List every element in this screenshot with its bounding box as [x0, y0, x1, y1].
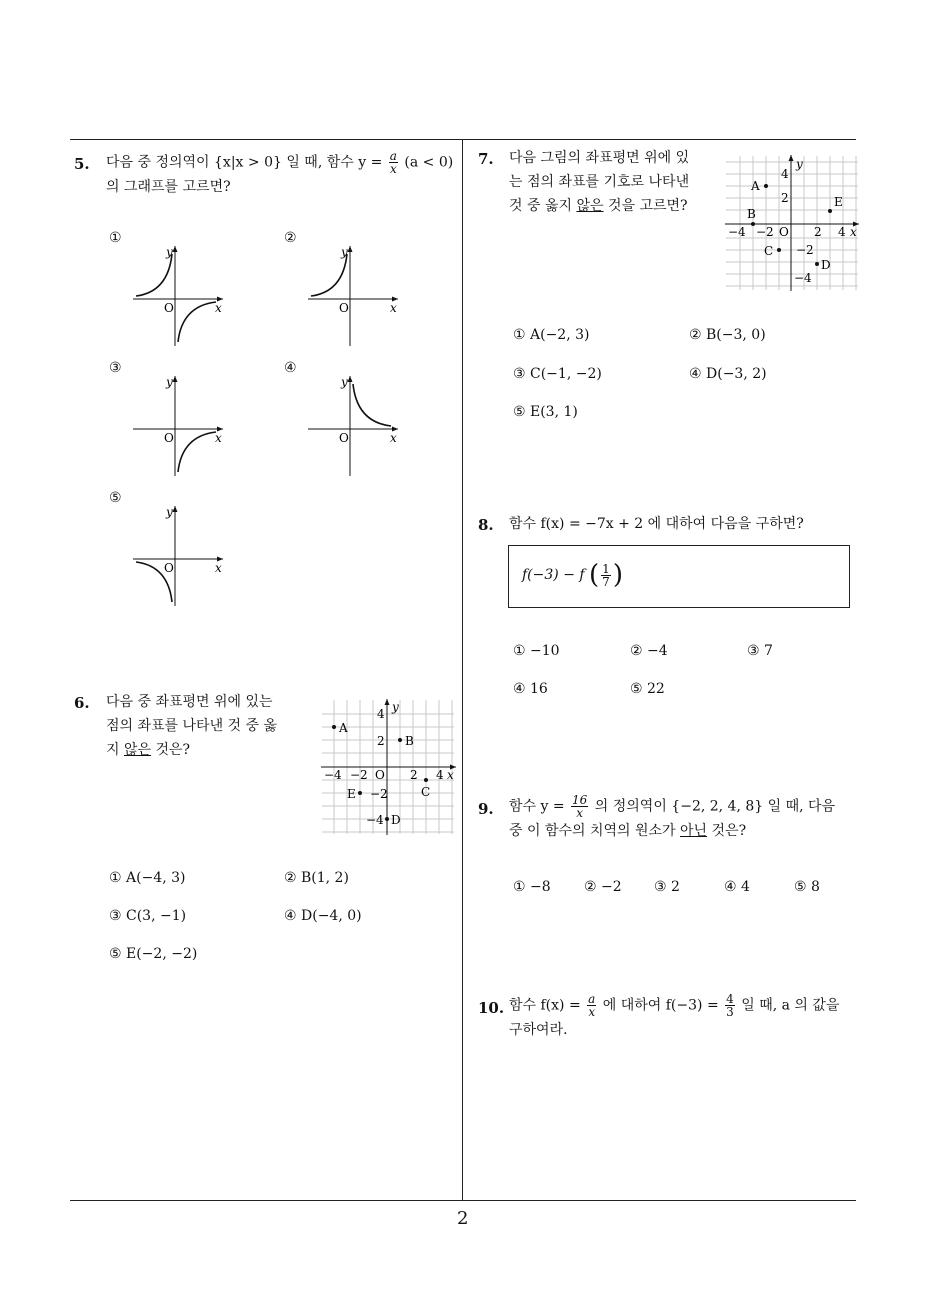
top-rule: [70, 139, 856, 140]
q5-g3-origin: O: [164, 431, 174, 445]
q5-g2-x: x: [390, 301, 397, 315]
q7-g-origin: O: [779, 225, 789, 239]
q5-g2-origin: O: [339, 301, 349, 315]
q6-option-3[interactable]: ③ C(3, −1): [109, 908, 187, 924]
q7-g-x: x: [850, 225, 857, 239]
q6-point-B: B: [405, 734, 414, 748]
q7-point-D: D: [821, 258, 831, 272]
q5-option-2-label[interactable]: ②: [284, 230, 297, 246]
q7-point-C: C: [764, 244, 774, 258]
q6-line1: 다음 중 좌표평면 위에 있는: [106, 694, 273, 710]
q6-tick-y-m4: −4: [366, 813, 384, 827]
q5-fraction: $\frac{a}{x}$: [389, 149, 397, 176]
q6-point-E: E: [347, 787, 356, 801]
q5-g4-x: x: [390, 431, 397, 445]
q8-option-3[interactable]: ③ 7: [747, 643, 773, 659]
bottom-rule: [70, 1200, 856, 1201]
q5-g1-y: y: [166, 245, 173, 259]
q6-line3-post: 것은?: [155, 742, 191, 758]
q5-text: [106, 150, 458, 199]
q10-number: 10.: [478, 999, 505, 1017]
q7-number: 7.: [478, 150, 494, 168]
q7-line3-post: 것을 고르면?: [607, 198, 688, 214]
q5-g5-x: x: [215, 561, 222, 575]
q7-option-5[interactable]: ⑤ E(3, 1): [513, 404, 578, 420]
q9-number: 9.: [478, 800, 494, 818]
q8-expression-pre: f(−3) − f: [522, 567, 585, 583]
q7-tick-y-m2: −2: [796, 243, 814, 257]
q5-g3-x: x: [215, 431, 222, 445]
q6-g-x: x: [447, 768, 454, 782]
q10-line2: 구하여라.: [509, 1022, 568, 1038]
q5-text-before: 다음 중 정의역이 {x|x > 0} 일 때, 함수 y =: [106, 154, 383, 171]
q5-graph-3: [128, 372, 228, 478]
q7-option-1[interactable]: ① A(−2, 3): [513, 327, 590, 343]
q7-line3-pre: 것 중 옳지: [509, 198, 572, 214]
q7-tick-y-m4: −4: [794, 271, 812, 285]
q6-number: 6.: [74, 694, 90, 712]
q5-g1-x: x: [215, 301, 222, 315]
q9-text: [509, 794, 861, 843]
page-number: 2: [457, 1208, 469, 1229]
q6-option-1[interactable]: ① A(−4, 3): [109, 870, 186, 886]
q8-option-1[interactable]: ① −10: [513, 643, 560, 659]
q6-tick-y-m2: −2: [370, 787, 388, 801]
q8-expression-box: [508, 545, 850, 608]
q7-tick-x-m4: −4: [728, 225, 746, 239]
q5-line2: 의 그래프를 고르면?: [106, 179, 231, 195]
q9-line2-pre: 중 이 함수의 치역의 원소가: [509, 823, 676, 839]
q6-text: [106, 690, 306, 762]
q6-tick-x-4: 4: [436, 768, 444, 782]
q6-option-4[interactable]: ④ D(−4, 0): [284, 908, 362, 924]
q9-option-2[interactable]: ② −2: [584, 879, 622, 895]
q9-line2-post: 것은?: [711, 823, 747, 839]
q5-graph-4: [303, 372, 403, 478]
q5-option-1-label[interactable]: ①: [109, 230, 122, 246]
q8-text: 함수 f(x) = −7x + 2 에 대하여 다음을 구하면?: [509, 516, 804, 532]
q8-option-2[interactable]: ② −4: [630, 643, 668, 659]
q7-point-E: E: [834, 195, 843, 209]
q7-text: [509, 146, 719, 218]
q9-line2-underline: 아닌: [680, 823, 708, 839]
q9-option-4[interactable]: ④ 4: [724, 879, 750, 895]
q7-point-A: A: [751, 179, 760, 193]
q6-point-C: C: [421, 785, 431, 799]
column-divider: [462, 139, 463, 1201]
q8-option-5[interactable]: ⑤ 22: [630, 681, 665, 697]
q7-tick-y-4: 4: [781, 167, 789, 181]
q5-g4-y: y: [341, 375, 348, 389]
q5-option-4-label[interactable]: ④: [284, 360, 297, 376]
q7-tick-y-2: 2: [781, 191, 789, 205]
q6-option-5[interactable]: ⑤ E(−2, −2): [109, 946, 198, 962]
q5-g3-y: y: [166, 375, 173, 389]
q8-number: 8.: [478, 516, 494, 534]
q10-fraction-2: $\frac{4}{3}$: [726, 992, 734, 1019]
q6-g-origin: O: [375, 768, 385, 782]
q5-option-5-label[interactable]: ⑤: [109, 490, 122, 506]
q10-text-pre: 함수 f(x) =: [509, 997, 581, 1014]
q6-line3-pre: 지: [106, 742, 120, 758]
q9-fraction: $\frac{16}{x}$: [572, 793, 588, 820]
q8-option-4[interactable]: ④ 16: [513, 681, 548, 697]
q6-coordinate-graph: [320, 698, 458, 836]
q5-option-3-label[interactable]: ③: [109, 360, 122, 376]
q9-text-post: 의 정의역이 {−2, 2, 4, 8} 일 때, 다음: [594, 798, 836, 815]
q10-fraction-1: $\frac{a}{x}$: [588, 992, 596, 1019]
q6-tick-y-2: 2: [377, 734, 385, 748]
q7-tick-x-2: 2: [814, 225, 822, 239]
q5-graph-2: [303, 242, 403, 348]
q8-expression: f(−3) − f ( $\frac{1}{7}$ ): [522, 560, 623, 590]
q9-text-pre: 함수 y =: [509, 798, 565, 815]
q7-tick-x-m2: −2: [756, 225, 774, 239]
q5-g1-origin: O: [164, 301, 174, 315]
q6-line2: 점의 좌표를 나타낸 것 중 옳: [106, 718, 278, 734]
q7-line1: 다음 그림의 좌표평면 위에 있: [509, 150, 690, 166]
q10-text: [509, 993, 861, 1042]
q7-tick-x-4: 4: [838, 225, 846, 239]
q5-g5-origin: O: [164, 561, 174, 575]
q7-line2: 는 점의 좌표를 기호로 나타낸: [509, 174, 690, 190]
q6-g-y: y: [392, 700, 399, 714]
q7-g-y: y: [796, 157, 803, 171]
q6-line3-underline: 않은: [123, 742, 152, 758]
q7-line3-underline: 않은: [576, 198, 604, 214]
q5-g5-y: y: [166, 505, 173, 519]
q9-option-5[interactable]: ⑤ 8: [794, 879, 820, 895]
q10-text-post: 일 때, a 의 값을: [741, 997, 840, 1014]
q8-fraction: $\frac{1}{7}$: [602, 561, 610, 589]
q6-tick-x-2: 2: [410, 768, 418, 782]
q9-option-3[interactable]: ③ 2: [654, 879, 680, 895]
q5-graph-1: [128, 242, 228, 348]
q6-point-A: A: [339, 721, 348, 735]
q10-text-mid: 에 대하여 f(−3) =: [602, 997, 719, 1014]
q7-option-3[interactable]: ③ C(−1, −2): [513, 366, 602, 382]
q6-option-2[interactable]: ② B(1, 2): [284, 870, 349, 886]
q5-graph-5: [128, 502, 228, 608]
q7-point-B: B: [747, 207, 756, 221]
q7-option-2[interactable]: ② B(−3, 0): [689, 327, 766, 343]
q6-tick-y-4: 4: [377, 707, 385, 721]
q7-option-4[interactable]: ④ D(−3, 2): [689, 366, 767, 382]
q5-number: 5.: [74, 155, 90, 173]
q5-g4-origin: O: [339, 431, 349, 445]
q7-coordinate-graph: [724, 154, 860, 292]
q9-option-1[interactable]: ① −8: [513, 879, 551, 895]
q6-point-D: D: [391, 813, 401, 827]
q6-tick-x-m2: −2: [350, 768, 368, 782]
q5-text-after: (a < 0): [404, 154, 454, 171]
q5-g2-y: y: [341, 245, 348, 259]
q6-tick-x-m4: −4: [324, 768, 342, 782]
